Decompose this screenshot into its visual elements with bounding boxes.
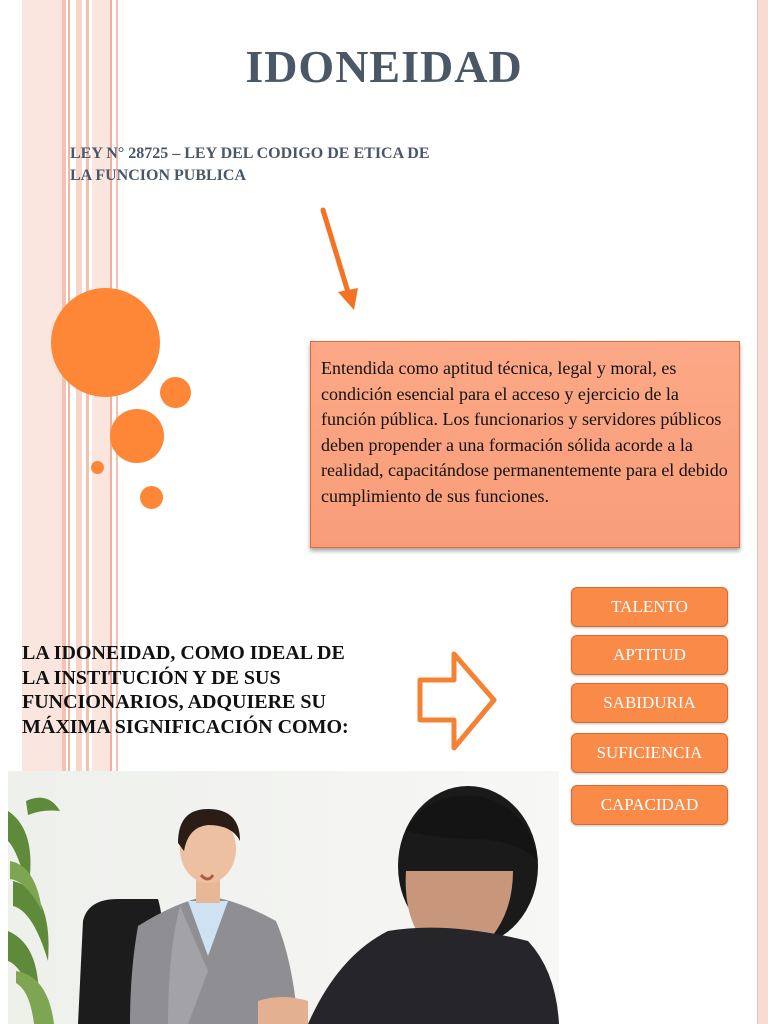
- decor-circle: [91, 461, 104, 474]
- law-subtitle: LEY N° 28725 – LEY DEL CODIGO DE ETICA DE LA FUNCION PUBLICA: [70, 145, 430, 184]
- arrow-right-icon: [412, 648, 502, 758]
- interview-photo: [8, 771, 559, 1024]
- decor-circle: [140, 486, 163, 509]
- quality-suficiencia: SUFICIENCIA: [571, 733, 728, 773]
- quality-aptitud: APTITUD: [571, 635, 728, 675]
- idoneidad-statement: LA IDONEIDAD, COMO IDEAL DE LA INSTITUCIÓN Y DE SUS FUNCIONARIOS, ADQUIERE SU MÁXIMA SIGNIFICACIÓN COMO:: [22, 642, 349, 738]
- definition-text: Entendida como aptitud técnica, legal y moral, es condición esencial para el acceso y ejercicio de la función pública. Los funcionarios y servidores públicos deben propender a una formación sólida acorde a la realidad, capacitándose permanentemente para el debido cumplimiento de sus funciones.: [321, 358, 728, 506]
- decor-circle: [51, 288, 160, 397]
- right-border: [757, 0, 768, 1024]
- decor-circle: [160, 377, 191, 408]
- quality-sabiduria: SABIDURIA: [571, 683, 728, 723]
- quality-capacidad: CAPACIDAD: [571, 785, 728, 825]
- quality-talento: TALENTO: [571, 587, 728, 627]
- arrow-down-icon: [310, 200, 380, 320]
- definition-box: [310, 341, 740, 548]
- decor-circle: [110, 409, 164, 463]
- slide-title: IDONEIDAD: [245, 41, 523, 92]
